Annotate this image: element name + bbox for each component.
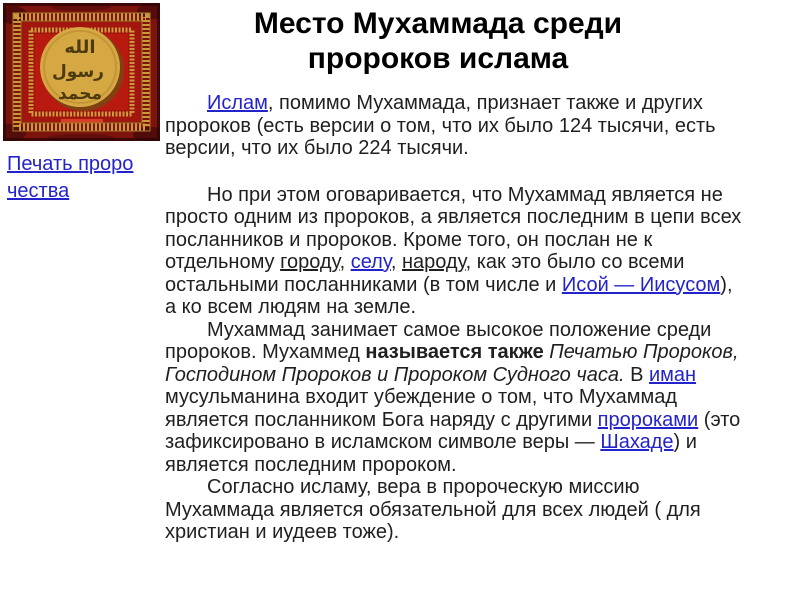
paragraph-3-text-5: ) и является последним пророком.: [165, 431, 697, 476]
link-islam[interactable]: Ислам: [207, 92, 268, 114]
page-title-line1: Место Мухаммада среди: [253, 7, 623, 40]
link-selu[interactable]: селу: [350, 251, 391, 273]
paragraph-1-text: , помимо Мухаммада, признает также и других пророков (есть версии о том, что их было 124 тысячи, есть версии, что их было 224 тысячи.: [165, 92, 716, 159]
paragraph-1: [165, 92, 749, 160]
paragraph-3-text-3: мусульманина входит убеждение о том, что Мухаммад является посланником Бога наряду с другими: [165, 386, 677, 431]
seal-calligraphy-line-rasul: رسول: [52, 62, 104, 82]
paragraph-2-text-5: ), а ко всем людям на земле.: [165, 273, 733, 318]
paragraph-2: [165, 184, 749, 319]
page-title: [80, 6, 796, 76]
link-prorokami[interactable]: пророками: [597, 408, 699, 431]
paragraph-3-text-1: Мухаммад занимает самое высокое положение среди пророков. Мухаммед: [165, 318, 712, 363]
link-gorodu[interactable]: городу: [280, 251, 340, 273]
paragraph-3-text-2: В: [624, 363, 649, 386]
paragraph-3-italic: Печатью Пророков, Господином Пророков и Пророком Судного часа.: [165, 341, 739, 386]
paragraph-3: [165, 319, 749, 477]
paragraph-3-text-4: (это зафиксировано в исламском символе веры —: [165, 408, 741, 453]
seal-calligraphy-line-allah: الله: [64, 37, 96, 58]
seal-image-graphic: [3, 3, 160, 141]
caption-link-pechat-prorochestva[interactable]: [7, 151, 179, 205]
paragraph-2-text-1: Но при этом оговаривается, что Мухаммад является не просто одним из пророков, а является последним в цепи всех посланников и пророков. Кроме того, он послан не к отдельному: [165, 183, 742, 273]
paragraph-2-text-4: , как это было со всеми остальными посланниками (в том числе и: [165, 251, 685, 296]
paragraph-2-text-3: ,: [390, 251, 402, 273]
paragraph-4-text: Согласно исламу, вера в пророческую миссию Мухаммада является обязательной для всех людей ( для христиан и иудеев тоже).: [165, 476, 701, 543]
caption-link-line1[interactable]: Печать проро: [7, 153, 134, 175]
body-text: [165, 92, 749, 544]
seal-of-prophethood-image: [3, 3, 160, 141]
seal-watermark: [61, 119, 103, 123]
paragraph-2-text-2: ,: [339, 251, 351, 273]
link-narodu[interactable]: народу: [401, 251, 466, 273]
seal-calligraphy-line-muhammad: محمد: [58, 84, 102, 104]
caption-link-line2[interactable]: чества: [7, 180, 70, 202]
link-shahada[interactable]: Шахаде: [600, 431, 674, 453]
paragraph-3-bold: называется также: [365, 341, 550, 363]
link-isa-jesus[interactable]: Исой — Иисусом: [561, 273, 721, 296]
page-title-line2: пророков ислама: [307, 42, 569, 75]
link-iman[interactable]: иман: [648, 363, 697, 386]
paragraph-4: [165, 476, 749, 544]
